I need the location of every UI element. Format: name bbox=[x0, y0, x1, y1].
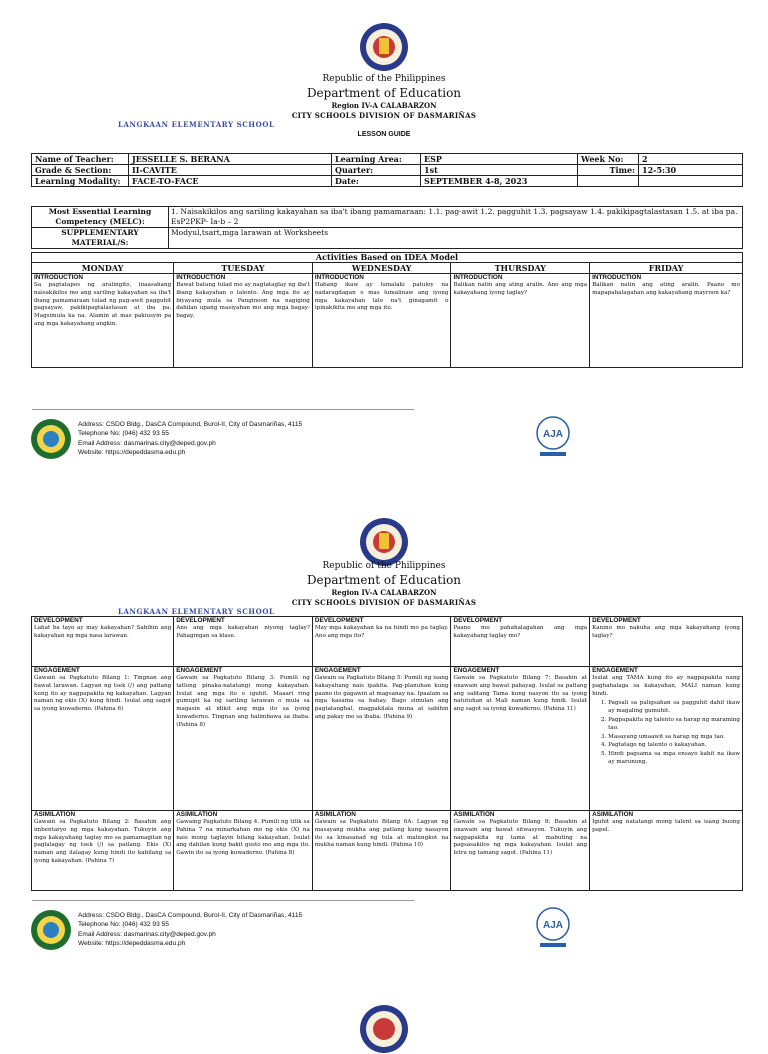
dev-cell-wednesday: DEVELOPMENT May mga kakayahan ka na hindi mo pa taglay. Ano ang mga ito? bbox=[312, 617, 451, 667]
dev-cell-tuesday: DEVELOPMENT Ano ang mga kakayahan niyong taglay? Pahagingan sa klase. bbox=[174, 617, 313, 667]
eng-cell-tuesday: ENGAGEMENT Gawain sa Pagkatuto Bilang 3: Pumili ng tatlong pinaka-natatangi mong kakayahan. Isulat ang mga ito o iguhit. Maaari ring gumupit ka ng sariling larawan o mula sa magasin at idikit ang mga ito sa iyong kuwaderno. Tingnan ang halimbawa sa ibaba. (Pahina 8) bbox=[174, 667, 313, 811]
list-item: 1. Pagsali sa paligsahan sa pagguhit dahil ikaw ay magaling gumuhit. bbox=[608, 700, 740, 716]
eng-cell-monday: ENGAGEMENT Gawain sa Pagkatuto Bilang 1: Tingnan ang bawat larawan. Lagyan ng tsek (/) ang patlang kung ito ay nagpapakita ng kakayahan. Lagyan naman ng ekis (X) kung hindi. Isulat ang sagot sa iyong kuwaderno. (Pahina 6) bbox=[32, 667, 174, 811]
intro-cell-thursday: INTRODUCTION Balikan natin ang ating aralin. Ano ang mga kakayahang iyong taglay? bbox=[451, 274, 590, 368]
dev-cell-monday: DEVELOPMENT Lahat ba tayo ay may kakayahan? Sabihin ang kakayahan ng mga nasa larawan. bbox=[32, 617, 174, 667]
asim-cell-friday: ASIMILATION Iguhit ang natatangi mong talent sa isang buong papel. bbox=[590, 811, 743, 891]
division-logo-icon bbox=[30, 418, 72, 460]
department-line: Department of Education bbox=[306, 86, 462, 100]
modality-value: FACE-TO-FACE bbox=[129, 176, 332, 187]
asim-cell-thursday: ASIMILATION Gawain sa Pagkatuto Bilang 8: Basahin at unawain ang bawat sitwasyon. Tukuyin ang nagpapakita ng tama at mabuting na pagsasakilos ng mga kakayahan. Isulat ang letra ng tamang sagot. (Pahina 11) bbox=[451, 811, 590, 891]
melc-value: 1. Naisakikilos ang sariling kakayahan sa iba't ibang pamamaraan: 1.1. pag-awit 1.2. pagguhit 1.3. pagsayaw 1.4. pakikipagtalastasan 1.5. at iba pa. EsP2PKP- Ia-b – 2 bbox=[169, 207, 743, 228]
list-item: 5. Hindi pagsama sa mga ensayo kahit na ikaw ay marunong. bbox=[608, 751, 740, 767]
page-1 bbox=[0, 0, 768, 490]
footer-divider bbox=[32, 900, 414, 901]
page-2 bbox=[0, 505, 768, 948]
footer-address-block bbox=[78, 420, 302, 458]
school-name: LANGKAAN ELEMENTARY SCHOOL bbox=[118, 607, 275, 616]
melc-label: Most Essential Learning Competency (MELC): bbox=[32, 207, 169, 228]
intro-cell-friday: INTRODUCTION Balikan natin ang ating aralin. Paano mo mapapahalagahan ang kakayahang mayroon ka? bbox=[590, 274, 743, 368]
dev-cell-friday: DEVELOPMENT Kanino mo nakuha ang mga kakayahang iyong taglay? bbox=[590, 617, 743, 667]
region-line: Region IV-A CALABARZON bbox=[331, 588, 437, 597]
teacher-label: Name of Teacher: bbox=[32, 154, 129, 165]
day-tuesday: TUESDAY bbox=[174, 263, 313, 274]
grade-value: II-CAVITE bbox=[129, 165, 332, 176]
intro-cell-tuesday: INTRODUCTION Bawat batang tulad mo ay nagtataglay ng iba't ibang kakayahan o talento. Ang mga ito ay biyayang mula sa Panginoon na nagiging dahilan upang masiyahan mo ang mga bagay-bagay. bbox=[174, 274, 313, 368]
area-label: Learning Area: bbox=[332, 154, 421, 165]
division-line: CITY SCHOOLS DIVISION OF DASMARIÑAS bbox=[291, 111, 477, 120]
footer-address: Address: CSDO Bldg., DasCA Compound, Burol-II, City of Dasmariñas, 4115 bbox=[78, 421, 303, 428]
division-logo-icon bbox=[30, 909, 72, 951]
republic-line: Republic of the Philippines bbox=[322, 74, 446, 84]
date-label: Date: bbox=[332, 176, 421, 187]
time-label: Time: bbox=[578, 165, 639, 176]
activities-table-1 bbox=[31, 252, 743, 368]
school-name: LANGKAAN ELEMENTARY SCHOOL bbox=[118, 120, 275, 129]
quarter-value: 1st bbox=[421, 165, 578, 176]
supplementary-value: Modyul,tsart,mga larawan at Worksheets bbox=[169, 228, 743, 249]
aja-certification-icon bbox=[536, 907, 570, 953]
idea-model-heading: Activities Based on IDEA Model bbox=[32, 253, 743, 263]
week-value: 2 bbox=[639, 154, 743, 165]
footer-telephone: Telephone No: (046) 432 93 55 bbox=[78, 921, 169, 929]
svg-text:AJA: AJA bbox=[542, 920, 564, 931]
asim-cell-tuesday: ASIMILATION Gawaing Pagkatuto Bilang 4. Pumili ng titik sa Pahina 7 na minarkahan mo ng ekis (X) na nais mong taglayin bilang kakayahan. Isulat ang dahilan kung bakit gusto mo ang mga ito. Gawin ito sa iyong kuwaderno. (Pahina 8) bbox=[174, 811, 313, 891]
day-thursday: THURSDAY bbox=[451, 263, 590, 274]
modality-label: Learning Modality: bbox=[32, 176, 129, 187]
eng-cell-friday: ENGAGEMENT Isulat ang TAMA kung ito ay nagpapakita nang paghahalaga sa kakayahan, MALI naman kung hindi. 1. Pagsali sa paligsahan sa pagguhit dahil ikaw ay magaling gumuhit. 2. Pagpapakita ng talento sa harap ng maraming tao. 3. Masayang umaawit sa harap ng mga tao. 4. Pagtatago ng talento o kakayahan. 5. Hindi pagsama sa mga ensayo kahit na ikaw ay marunong. bbox=[590, 667, 743, 811]
division-line: CITY SCHOOLS DIVISION OF DASMARIÑAS bbox=[291, 598, 477, 607]
eng-cell-wednesday: ENGAGEMENT Gawain sa Pagkatuto Bilang 5: Pumili ng isang kakayahang nais ipakita. Pag-planuhan kung paano ito gagawin at magsanay na. Ipaalam sa mga kasama sa bahay. Bago simulan ang pagtatanghal, magpakilala muna at sabihin ang pakay mo sa ibaba. (Pahina 9) bbox=[312, 667, 451, 811]
list-item: 4. Pagtatago ng talento o kakayahan. bbox=[608, 742, 740, 750]
tama-mali-list bbox=[592, 700, 740, 766]
supplementary-label: SUPPLEMENTARY MATERIAL/S: bbox=[32, 228, 169, 249]
deped-seal-icon bbox=[359, 22, 409, 72]
footer-email: Email Address: dasmarinas.city@deped.gov.ph bbox=[78, 930, 216, 938]
eng-cell-thursday: ENGAGEMENT Gawain sa Pagkatuto Bilang 7: Basahin at unawain ang bawat pahayag. Isulat sa patlang ang salitang Tama kung nasyon ito sa iyong natutuhan at Mali naman kung hindi. Isulat ang sagot sa iyong kuwaderno. (Pahina 11) bbox=[451, 667, 590, 811]
footer-address: Address: CSDO Bldg., DasCA Compound, Burol-II, City of Dasmariñas, 4115 bbox=[78, 912, 303, 919]
deped-seal-icon bbox=[359, 1004, 409, 1054]
department-line: Department of Education bbox=[306, 573, 462, 587]
footer-telephone: Telephone No: (046) 432 93 55 bbox=[78, 430, 169, 438]
teacher-value: JESSELLE S. BERANA bbox=[129, 154, 332, 165]
area-value: ESP bbox=[421, 154, 578, 165]
grade-label: Grade & Section: bbox=[32, 165, 129, 176]
teacher-info-table bbox=[31, 153, 743, 187]
asim-cell-monday: ASIMILATION Gawain sa Pagkatuto Bilang 2: Basahin ang imbentaryo ng mga kakayahan. Tukuyin ang mga kakayahang taglay mo sa pamamagitan ng paglalagay ng tsek (/) sa patlang. Ekis (X) naman ang ilalagay kung hindi ito kabilang sa iyong kakayahan. (Pahina 7) bbox=[32, 811, 174, 891]
day-wednesday: WEDNESDAY bbox=[312, 263, 451, 274]
asim-cell-wednesday: ASIMILATION Gawain sa Pagkatuto Bilang 6A: Lagyan ng masayang mukha ang patlang kung nasayon ito sa kinasanad ng tula at malungkot na mukha naman kung hindi. (Pahina 10) bbox=[312, 811, 451, 891]
intro-cell-wednesday: INTRODUCTION Habang ikaw ay lumalaki patuloy na nadaragdagan o mas lumalinaw ang iyong mga kakayahan lalo na't ginagamit o ipinakikita mo ang mga ito. bbox=[312, 274, 451, 368]
day-monday: MONDAY bbox=[32, 263, 174, 274]
deped-seal-icon bbox=[359, 517, 409, 567]
footer-email: Email Address: dasmarinas.city@deped.gov.ph bbox=[78, 439, 216, 447]
activities-table-2 bbox=[31, 616, 743, 891]
week-label: Week No: bbox=[578, 154, 639, 165]
dev-cell-thursday: DEVELOPMENT Paano mo pahahalagahan ang mga kakayahang taglay mo? bbox=[451, 617, 590, 667]
day-friday: FRIDAY bbox=[590, 263, 743, 274]
footer-address-block bbox=[78, 911, 302, 949]
list-item: 2. Pagpapakita ng talento sa harap ng maraming tao. bbox=[608, 717, 740, 733]
quarter-label: Quarter: bbox=[332, 165, 421, 176]
footer-website: Website: https://depeddasma.edu.ph bbox=[78, 940, 186, 948]
melc-table bbox=[31, 206, 743, 249]
lesson-guide-title: LESSON GUIDE bbox=[357, 131, 411, 138]
footer-website: Website: https://depeddasma.edu.ph bbox=[78, 449, 186, 457]
intro-cell-monday: INTRODUCTION Sa pagtatapos ng aralingito, inaasahang naisakikilos mo ang sariling kakayahan sa iba't ibang pamamaraan tulad ng pag-awit pagguhit pagsayaw, pakikipagtalastasan at iba pa. Magsimula ka na. Alamin at mas pakiusyin pa ang mga kakayahang angkin. bbox=[32, 274, 174, 368]
region-line: Region IV-A CALABARZON bbox=[331, 101, 437, 110]
time-value: 12-5:30 bbox=[639, 165, 743, 176]
republic-line: Republic of the Philippines bbox=[322, 561, 446, 571]
list-item: 3. Masayang umaawit sa harap ng mga tao. bbox=[608, 734, 740, 742]
aja-certification-icon bbox=[536, 416, 570, 462]
page-3 bbox=[0, 1000, 768, 1024]
svg-text:AJA: AJA bbox=[542, 429, 564, 440]
date-value: SEPTEMBER 4-8, 2023 bbox=[421, 176, 578, 187]
footer-divider bbox=[32, 409, 414, 410]
